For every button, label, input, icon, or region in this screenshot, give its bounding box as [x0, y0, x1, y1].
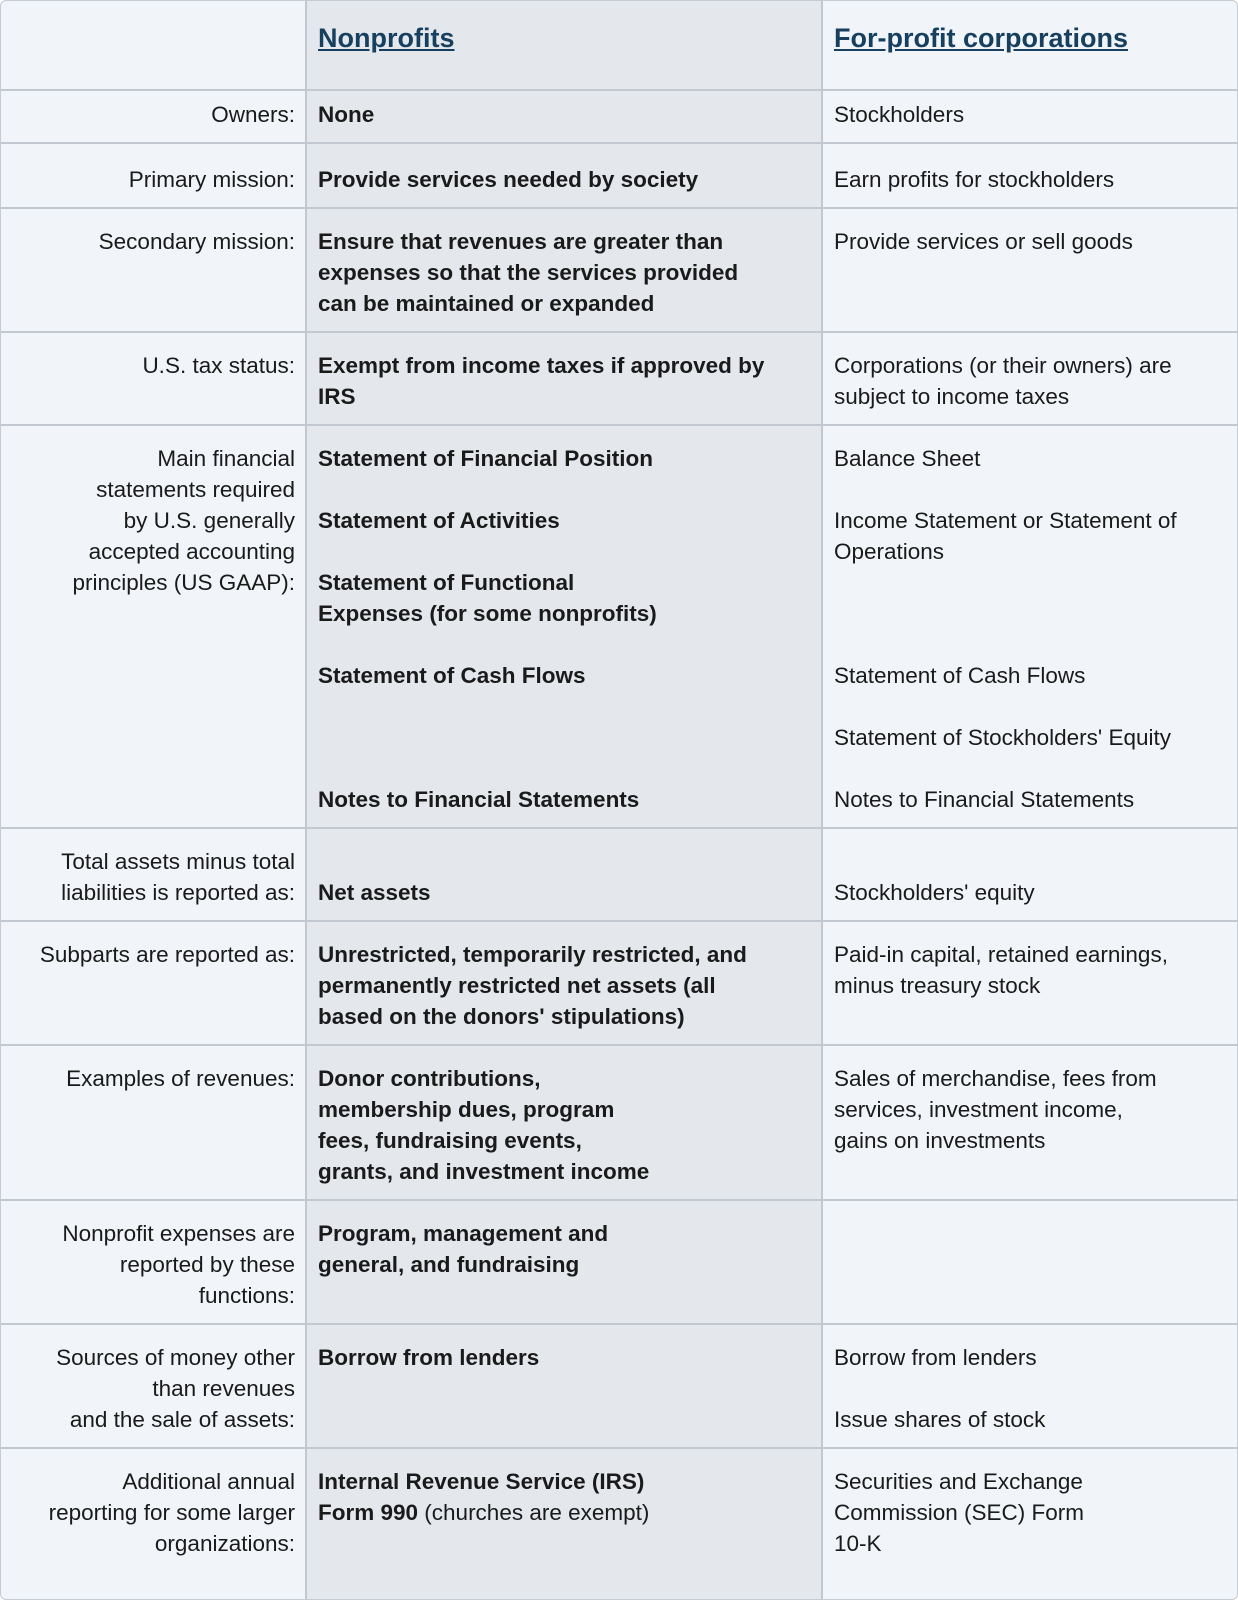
forprofit-cell: Paid-in capital, retained earnings, minus treasury stock	[822, 921, 1237, 1045]
statement-item: Notes to Financial Statements	[318, 787, 640, 812]
statement-item: Income Statement or Statement of	[834, 508, 1177, 533]
forprofit-cell: Stockholders	[822, 90, 1237, 143]
statement-item: Statement of Activities	[318, 508, 560, 533]
row-label: Total assets minus total liabilities is reported as:	[1, 828, 306, 921]
forprofit-header-link[interactable]: For-profit corporations	[834, 23, 1128, 53]
statement-item: Statement of Cash Flows	[834, 663, 1086, 688]
statement-item: Statement of Stockholders' Equity	[834, 725, 1171, 750]
row-label: Additional annual reporting for some larger organizations:	[1, 1448, 306, 1599]
nonprofit-cell: Provide services needed by society	[306, 143, 822, 208]
forprofit-cell: Stockholders' equity	[822, 828, 1237, 921]
table-row-expense-functions	[1, 1200, 1237, 1324]
statement-item: Statement of Cash Flows	[318, 663, 586, 688]
nonprofit-cell: Net assets	[306, 828, 822, 921]
nonprofits-header-link[interactable]: Nonprofits	[318, 23, 455, 53]
table-header-row	[1, 1, 1237, 90]
table-row-revenues	[1, 1045, 1237, 1200]
forprofit-cell: Securities and Exchange Commission (SEC) Form 10-K	[822, 1448, 1237, 1599]
nonprofit-cell: Borrow from lenders	[306, 1324, 822, 1448]
row-label: U.S. tax status:	[1, 332, 306, 425]
table-row-net-assets	[1, 828, 1237, 921]
statement-item: Statement of Functional	[318, 570, 575, 595]
nonprofit-cell: Ensure that revenues are greater than expenses so that the services provided can be maintained or expanded	[306, 208, 822, 332]
table-row-subparts	[1, 921, 1237, 1045]
forprofit-cell: Provide services or sell goods	[822, 208, 1237, 332]
comparison-table	[1, 1, 1237, 1599]
table-row-owners	[1, 90, 1237, 143]
table-row-financial-statements	[1, 425, 1237, 828]
row-label: Main financial statements required by U.S. generally accepted accounting principles (US GAAP):	[1, 425, 306, 828]
header-forprofit-cell	[822, 1, 1237, 90]
forprofit-cell: Sales of merchandise, fees from services, investment income, gains on investments	[822, 1045, 1237, 1200]
row-label: Secondary mission:	[1, 208, 306, 332]
nonprofit-cell: Exempt from income taxes if approved by IRS	[306, 332, 822, 425]
forprofit-cell: Corporations (or their owners) are subject to income taxes	[822, 332, 1237, 425]
header-nonprofits-cell	[306, 1, 822, 90]
row-label: Sources of money other than revenues and the sale of assets:	[1, 1324, 306, 1448]
row-label: Owners:	[1, 90, 306, 143]
statement-item: Notes to Financial Statements	[834, 787, 1135, 812]
statement-item: Balance Sheet	[834, 446, 981, 471]
table-row-annual-reporting	[1, 1448, 1237, 1599]
table-row-money-sources	[1, 1324, 1237, 1448]
nonprofit-cell: Unrestricted, temporarily restricted, and permanently restricted net assets (all based on the donors' stipulations)	[306, 921, 822, 1045]
forprofit-cell-empty	[822, 1200, 1237, 1324]
nonprofit-cell: Donor contributions, membership dues, program fees, fundraising events, grants, and investment income	[306, 1045, 822, 1200]
row-label: Subparts are reported as:	[1, 921, 306, 1045]
nonprofit-cell: Program, management and general, and fundraising	[306, 1200, 822, 1324]
nonprofit-cell: None	[306, 90, 822, 143]
forprofit-cell: Earn profits for stockholders	[822, 143, 1237, 208]
statement-item: Statement of Financial Position	[318, 446, 654, 471]
row-label: Primary mission:	[1, 143, 306, 208]
row-label: Nonprofit expenses are reported by these functions:	[1, 1200, 306, 1324]
nonprofit-cell: Statement of Financial Position Statement of Activities Statement of Functional Expenses (for some nonprofits) Statement of Cash Flows Notes to Financial Statements	[306, 425, 822, 828]
row-label: Examples of revenues:	[1, 1045, 306, 1200]
table-row-secondary-mission	[1, 208, 1237, 332]
table-row-primary-mission	[1, 143, 1237, 208]
nonprofit-cell: Internal Revenue Service (IRS) Form 990 (churches are exempt)	[306, 1448, 822, 1599]
forprofit-cell: Balance Sheet Income Statement or Statement of Operations Statement of Cash Flows Statement of Stockholders' Equity Notes to Financial Statements	[822, 425, 1237, 828]
header-blank-cell	[1, 1, 306, 90]
forprofit-cell: Borrow from lenders Issue shares of stock	[822, 1324, 1237, 1448]
table-row-tax-status	[1, 332, 1237, 425]
